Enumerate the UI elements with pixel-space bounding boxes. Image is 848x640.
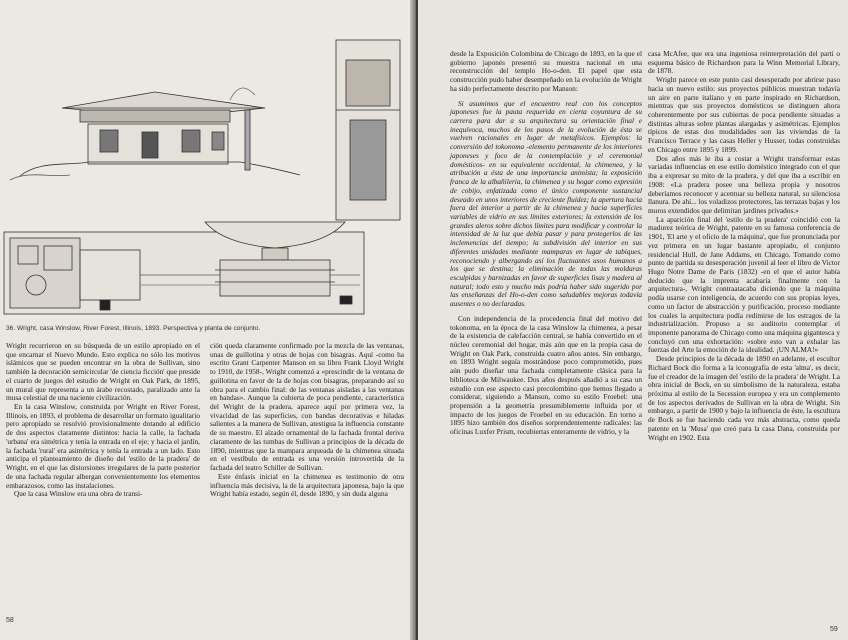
paragraph: La aparición final del 'estilo de la pradera' coincidió con la madurez teórica de Wright, patente en su famosa conferencia de 1901, 'El arte y el oficio de la máquina', que fue pronunciada por vez primera en un lugar bastante apropiado, el conjunto residencial Hull, de Jane Addams, en Chicago. Tomando como punto de partida su desesperación juvenil al leer el libro de Victor Hugo Notre Dame de Paris (1832) -en el que el autor había deducido que la imprenta acabaría finalmente con la arquitectura-, Wright contraatacaba diciendo que la máquina podía usarse con inteligencia, de acuerdo con sus propias leyes, como un factor de abstracción y purificación, proceso mediante los cuales la arquitectura podía redimirse de los estragos de la industrialización. Propuso a su auditorio contemplar el imponente panorama de Chicago como una máquina gigantesca y concluyó con una exhortación: «sobre esto van a exhalar las fuerzas del Arte la emoción de la idealidad. ¡UN ALMA!» xyxy=(648,214,840,355)
left-column-1 xyxy=(6,342,200,499)
right-column-1 xyxy=(450,50,642,437)
paragraph: Que la casa Winslow era una obra de transi- xyxy=(14,489,143,499)
paragraph: Desde principios de la década de 1890 en adelante, el escultor Richard Bock dio forma a la iconografía de esta 'alma', es decir, fue el creador de la imagen del 'estilo de la pradera' de Wright. La obra inicial de Bock, en su simbolismo de la naturaleza, estaba próxima al estilo de la Secession europea y era un complemento de los aspectos derivados de Sullivan en la obra de Wright. Sin embargo, a partir de 1900 y bajo la influencia de éste, la escultura de Bock se fue haciendo cada vez más abstracta, como queda patente en la 'Musa' que creó para la casa Dana, construida por Wright en 1902. Esta xyxy=(648,354,840,442)
paragraph: Con independencia de la procedencia final del motivo del tokonoma, en la época de la casa Winslow la chimenea, a pesar de la existencia de calefacción central, se había convertido en el núcleo ceremonial del hogar, más aún que en la propia casa de Wright en Oak Park, construida cuatro años antes. Sin embargo, en 1893 Wright seguía mostrándose poco comprometido, pues aún pudo diseñar una fachada completamente clásica para la biblioteca de Milwaukee. Dos años después añadió a su casa un estudio con ese aspecto casi precolombino que hemos llegado a considerar, siguiendo a Manson, como su estilo Froebel: una propensión a la geometría presumiblemente influida por el impacto de los juegos de Froebel en su educación. En torno a 1895 hizo también dos diseños sorprendentemente radicales: las oficinas Luxfer Prism, recubiertas enteramente de vidrio, y la xyxy=(450,313,642,437)
left-column-2 xyxy=(210,342,404,499)
paragraph: Dos años más le iba a costar a Wright transformar estas variadas influencias en ese estilo doméstico integrado con el que iba a expresar su mito de la pradera, y del que iba a escribir en 1908: «La pradera posee una belleza propia y nosotros deberíamos reconocer y acentuar su belleza natural, su silenciosa llanura. De ahí... los voladizos protectores, las terrazas bajas y los muros extendidos que delimitan jardines privados.» xyxy=(648,153,840,215)
paragraph: Este énfasis inicial en la chimenea es testimonio de otra influencia más decisiva, la de la arquitectura japonesa, bajo la que Wright había estado, según él, desde 1890, y sin duda alguna xyxy=(210,471,404,499)
winslow-house-figure xyxy=(0,0,410,320)
page-number: 58 xyxy=(6,617,14,624)
paragraph: En la casa Winslow, construida por Wright en River Forest, Illinois, en 1893, el problema de desarrollar un formato igualitario pero apropiado se resolvió provisionalmente dotando al edificio de dos aspectos claramente distintos: hacia la calle, la fachada 'urbana' era simétrica y tenía la entrada en el eje; y hacia el jardín, la fachada 'rural' era asimétrica y tenía la entrada a un lado. Esto anticipa el planteamiento de diseño del 'estilo de la pradera' de Wright, en el que las distorsiones irregulares de la parte posterior de una fachada regular albergan convenientemente los elementos embarazosos, como las instalaciones. xyxy=(6,402,200,490)
paragraph: Wright parece en este punto casi desesperado por abrirse paso hacia un nuevo estilo: sus proyectos públicos muestran todavía un aire en parte italiano y en parte inspirado en Richardson, mientras que sus proyectos domésticos se distinguen ahora coherentemente por sus cubiertas de poca pendiente situadas a distintas alturas sobre plantas alargadas y asimétricas. Ejemplos típicos de estas dos modalidades son las viviendas de la Francisco Terrace y las casas Heller y Husser, todas construidas en Chicago entre 1895 y 1899. xyxy=(648,75,840,154)
manson-quote: Si asumimos que el encuentro real con los conceptos japoneses fue la pauta requerida en cierta coyuntura de su carrera para dar a su arquitectura su orientación final e inequívoca, muchos de los pasos de la evolución de ésta se vuelven racionales en lugar de metafísicos. Ejemplos: la conversión del tokonoma -elemento permanente de los interiores japoneses y foco de la contemplación y el ceremonial domésticos- en su equivalente occidental, la chimenea, y la atribución a ésta de una importancia animista; la exposición franca de la albañilería, la chimenea y su hogar como expresión de cobijo, enfatizada como el único componente sustancial deseado en unos interiores de creciente fluidez; la apertura hacia fuera del interior a partir de la chimenea y hacia superficies variables de vidrio en sus límites exteriores; la extensión de los grandes aleros sobre dichos límites para modificar y controlar la intensidad de la luz que debía pasar y para protegerlos de las inclemencias del tiempo; la subdivisión del interior en sus diferentes unidades mediante mamparas en lugar de tabiques, reconociendo y albergando así los fluctuantes usos humanos a los que se destina; la eliminación de todas las molduras esculpidas y barnizadas en favor de superficies lisas y madera al natural; todo esto y mucho más podría haber sido sugerido por las enseñanzas del Ho-o-den como saludables mejoras todavía ausentes o no declaradas. xyxy=(450,98,642,309)
figure-caption: 36. Wright, casa Winslow, River Forest, Illinois, 1893. Perspectiva y planta de conjunto. xyxy=(6,325,261,332)
page-number: 59 xyxy=(830,626,838,633)
right-page xyxy=(418,0,848,640)
left-page xyxy=(0,0,414,640)
paragraph: ción queda claramente confirmado por la mezcla de las ventanas, unas de guillotina y otras de hojas con bisagras. Aquí -como ha escrito Grant Carpenter Manson en su libro Frank Lloyd Wright to 1910, de 1958-, Wright comenzó a «prescindir de la ventana de guillotina en favor de la de hojas con bisagras, preparando así su obra para el cambio final: de las ventanas aisladas a las ventanas en bandas». Aunque la cubierta de poca pendiente, característica del Wright de la pradera, aparece aquí por primera vez, la vivacidad de las superficies, con bandas decorativas e hiladas salientes a la manera de Sullivan, atestigua la influencia constante de su maestro. El alzado ornamental de la fachada frontal deriva claramente de las tumbas de Sullivan a principios de la década de 1890, mientras que la mampara arqueada de la chimenea situada en el vestíbulo de entrada es una versión introvertida de la fachada del teatro Schiller de Sullivan. xyxy=(210,341,404,473)
right-column-2 xyxy=(648,50,840,442)
paragraph: casa McAfee, que era una ingeniosa reinterpretación del parti o esquema básico de Richardson para la Winn Memorial Library, de 1878. xyxy=(648,49,840,76)
paragraph: Wright recurrieron en su búsqueda de un estilo apropiado en el que encarnar el Nuevo Mundo. Esto explica no sólo los motivos islámicos que se pueden encontrar en la obra de Sullivan, sino también la decoración semicircular 'de ciencia ficción' que preside el cuarto de juegos del estudio de Wright en Oak Park, de 1895, un mural que representa a un árabe recostado, paralizado ante la musa celestial de una naciente civilización. xyxy=(6,341,200,403)
entrance-elevation-drawing xyxy=(336,40,400,220)
paragraph: desde la Exposición Colombina de Chicago de 1893, en la que el gobierno japonés presentó su muestra nacional en una reconstrucción del templo Ho-o-den. El papel que esta construcción pudo haber desempeñado en la evolución de Wright ha sido perfectamente descrito por Manson: xyxy=(450,49,642,93)
